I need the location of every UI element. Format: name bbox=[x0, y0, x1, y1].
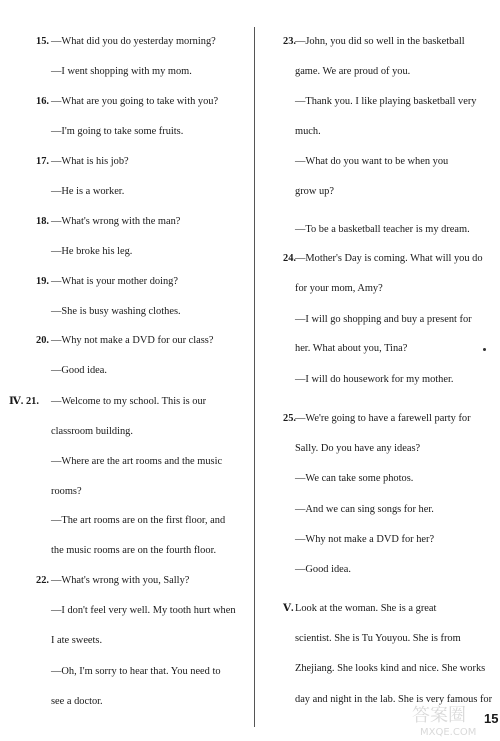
text-line: —I don't feel very well. My tooth hurt when bbox=[51, 605, 236, 616]
text-line: —Why not make a DVD for her? bbox=[295, 534, 435, 545]
text-line: —I'm going to take some fruits. bbox=[51, 126, 184, 137]
text-line: —What is his job? bbox=[51, 156, 129, 167]
text-line: —The art rooms are on the first floor, and bbox=[51, 515, 226, 526]
text-line: —We're going to have a farewell party for bbox=[295, 413, 471, 424]
question-number: 17. bbox=[36, 156, 49, 167]
watermark-url: MXQE.COM bbox=[420, 727, 477, 738]
text-line: grow up? bbox=[295, 186, 334, 197]
page-number: 15 bbox=[484, 711, 499, 726]
text-line: —Mother's Day is coming. What will you do bbox=[295, 253, 483, 264]
question-number: 18. bbox=[36, 216, 49, 227]
text-line: —What do you want to be when you bbox=[295, 156, 449, 167]
text-line: her. What about you, Tina? bbox=[295, 343, 408, 354]
text-line: —Good idea. bbox=[295, 564, 351, 575]
text-line: the music rooms are on the fourth floor. bbox=[51, 545, 217, 556]
text-line: —I will go shopping and buy a present for bbox=[295, 314, 472, 325]
question-number: 19. bbox=[36, 276, 49, 287]
text-line: —Why not make a DVD for our class? bbox=[51, 335, 214, 346]
text-line: —And we can sing songs for her. bbox=[295, 504, 434, 515]
question-number: 22. bbox=[36, 575, 49, 586]
column-divider bbox=[254, 27, 255, 727]
question-number: 15. bbox=[36, 36, 49, 47]
text-line: much. bbox=[295, 126, 321, 137]
text-line: —She is busy washing clothes. bbox=[51, 306, 181, 317]
question-number: 25. bbox=[283, 413, 296, 424]
text-line: rooms? bbox=[51, 486, 82, 497]
text-line: Sally. Do you have any ideas? bbox=[295, 443, 421, 454]
question-number: Ⅴ. bbox=[283, 603, 294, 614]
text-line: —Thank you. I like playing basketball very bbox=[295, 96, 477, 107]
text-line: see a doctor. bbox=[51, 696, 103, 707]
text-line: —Welcome to my school. This is our bbox=[51, 396, 207, 407]
watermark-mark: 答案圈 bbox=[412, 705, 466, 726]
text-line: scientist. She is Tu Youyou. She is from bbox=[295, 633, 461, 644]
text-line: for your mom, Amy? bbox=[295, 283, 383, 294]
text-line: —He is a worker. bbox=[51, 186, 125, 197]
text-line: —To be a basketball teacher is my dream. bbox=[295, 224, 470, 235]
text-line: —We can take some photos. bbox=[295, 473, 414, 484]
text-line: —What is your mother doing? bbox=[51, 276, 178, 287]
question-number: Ⅳ. 21. bbox=[9, 396, 39, 407]
question-number: 23. bbox=[283, 36, 296, 47]
question-number: 24. bbox=[283, 253, 296, 264]
text-line: —Good idea. bbox=[51, 365, 107, 376]
question-number: 16. bbox=[36, 96, 49, 107]
stray-dot bbox=[483, 348, 486, 351]
text-line: —What are you going to take with you? bbox=[51, 96, 219, 107]
text-line: —What's wrong with the man? bbox=[51, 216, 181, 227]
text-line: Zhejiang. She looks kind and nice. She works bbox=[295, 663, 486, 674]
text-line: game. We are proud of you. bbox=[295, 66, 411, 77]
text-line: —Oh, I'm sorry to hear that. You need to bbox=[51, 666, 221, 677]
text-line: classroom building. bbox=[51, 426, 133, 437]
text-line: Look at the woman. She is a great bbox=[295, 603, 437, 614]
text-line: day and night in the lab. She is very famous for bbox=[295, 694, 493, 705]
question-number: 20. bbox=[36, 335, 49, 346]
text-line: —What did you do yesterday morning? bbox=[51, 36, 216, 47]
text-line: —He broke his leg. bbox=[51, 246, 133, 257]
text-line: —I went shopping with my mom. bbox=[51, 66, 192, 77]
text-line: —John, you did so well in the basketball bbox=[295, 36, 465, 47]
text-line: —Where are the art rooms and the music bbox=[51, 456, 223, 467]
text-line: I ate sweets. bbox=[51, 635, 103, 646]
text-line: —What's wrong with you, Sally? bbox=[51, 575, 190, 586]
watermark-logo bbox=[410, 701, 492, 739]
text-line: —I will do housework for my mother. bbox=[295, 374, 454, 385]
